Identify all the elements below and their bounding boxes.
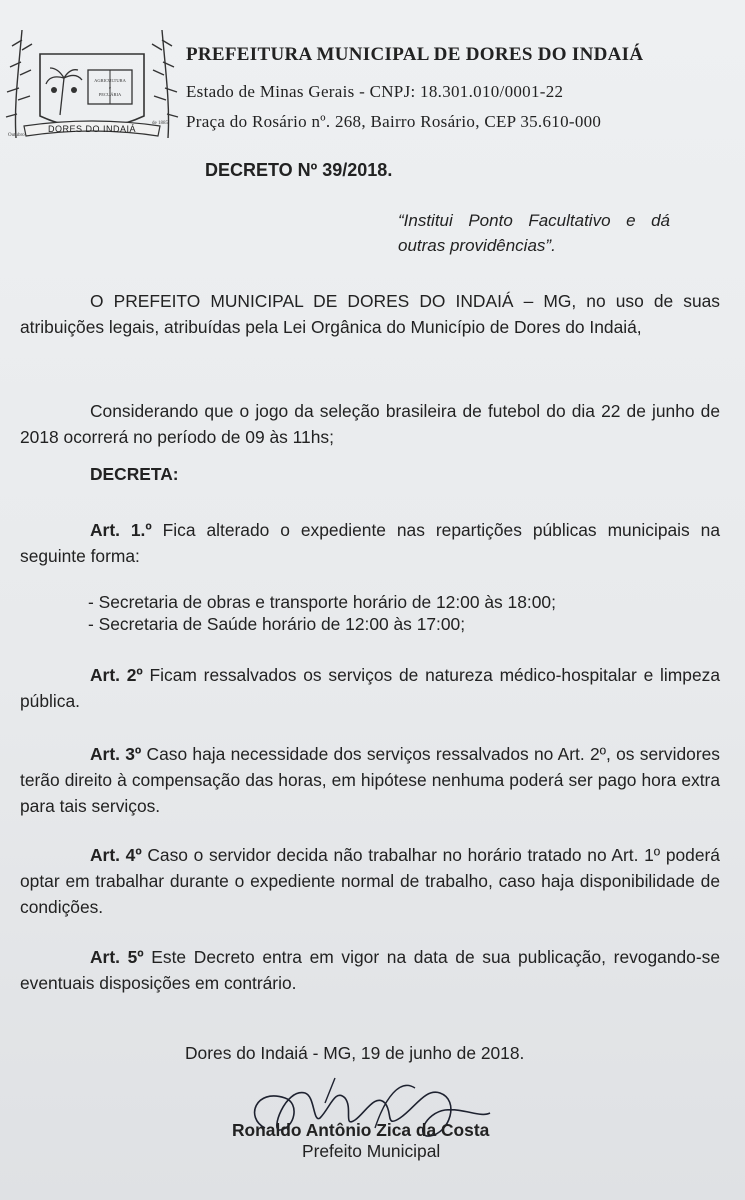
svg-text:PECUÁRIA: PECUÁRIA (98, 92, 122, 97)
considering-paragraph: Considerando que o jogo da seleção brasileira de futebol do dia 22 de junho de 2018 ocorrerá no período de 09 às 11hs; (20, 401, 720, 447)
header-state-cnpj: Estado de Minas Gerais - CNPJ: 18.301.010/0001-22 (186, 82, 564, 101)
decree-summary-line1: “Institui Ponto Facultativo e dá (398, 211, 670, 230)
header-address: Praça do Rosário nº. 268, Bairro Rosário, CEP 35.610-000 (186, 112, 602, 131)
decree-summary (398, 208, 670, 258)
article-1-text: Fica alterado o expediente nas repartições públicas municipais na seguinte forma: (20, 520, 720, 566)
decree-number: DECRETO Nº 39/2018. (205, 160, 393, 180)
article-3-text: Caso haja necessidade dos serviços ressalvados no Art. 2º, os servidores terão direito à compensação das horas, em hipótese nenhuma poderá ser pago hora extra para tais serviços. (20, 744, 720, 816)
svg-text:DORES DO INDAIÁ: DORES DO INDAIÁ (47, 124, 137, 134)
place-and-date: Dores do Indaiá - MG, 19 de junho de 2018. (185, 1043, 525, 1063)
schedule-item-works: - Secretaria de obras e transporte horário de 12:00 às 18:00; (88, 592, 556, 612)
municipal-coat-of-arms-logo (2, 20, 182, 145)
decree-summary-line2: outras providências”. (398, 236, 556, 255)
article-2-label: Art. 2º (90, 665, 143, 685)
signer-name: Ronaldo Antônio Zica da Costa (232, 1120, 490, 1140)
article-3 (20, 741, 720, 819)
article-2-text: Ficam ressalvados os serviços de natureza médico-hospitalar e limpeza pública. (20, 665, 720, 711)
article-1 (20, 517, 720, 569)
article-4 (20, 842, 720, 920)
signer-role: Prefeito Municipal (302, 1141, 441, 1161)
article-5-text: Este Decreto entra em vigor na data de sua publicação, revogando-se eventuais disposições em contrário. (20, 947, 720, 993)
article-1-label: Art. 1.º (90, 520, 152, 540)
article-5 (20, 944, 720, 996)
article-2 (20, 662, 720, 714)
article-3-label: Art. 3º (90, 744, 142, 764)
svg-text:Outubro: Outubro (8, 133, 25, 138)
article-5-label: Art. 5º (90, 947, 144, 967)
header-title: PREFEITURA MUNICIPAL DE DORES DO INDAIÁ (186, 44, 644, 65)
decreta-heading: DECRETA: (90, 464, 179, 484)
coat-of-arms-icon (2, 20, 182, 145)
svg-text:AGRICULTURA: AGRICULTURA (94, 78, 126, 83)
schedule-item-health: - Secretaria de Saúde horário de 12:00 às 17:00; (88, 614, 466, 634)
svg-text:de 1885: de 1885 (152, 121, 168, 126)
article-4-text: Caso o servidor decida não trabalhar no horário tratado no Art. 1º poderá optar em trabalhar durante o expediente normal de trabalho, caso haja disponibilidade de condições. (20, 845, 720, 917)
svg-text:e: e (109, 85, 111, 90)
article-4-label: Art. 4º (90, 845, 142, 865)
preamble-paragraph: O PREFEITO MUNICIPAL DE DORES DO INDAIÁ – MG, no uso de suas atribuições legais, atribuídas pela Lei Orgânica do Município de Dores do Indaiá, (20, 291, 720, 337)
